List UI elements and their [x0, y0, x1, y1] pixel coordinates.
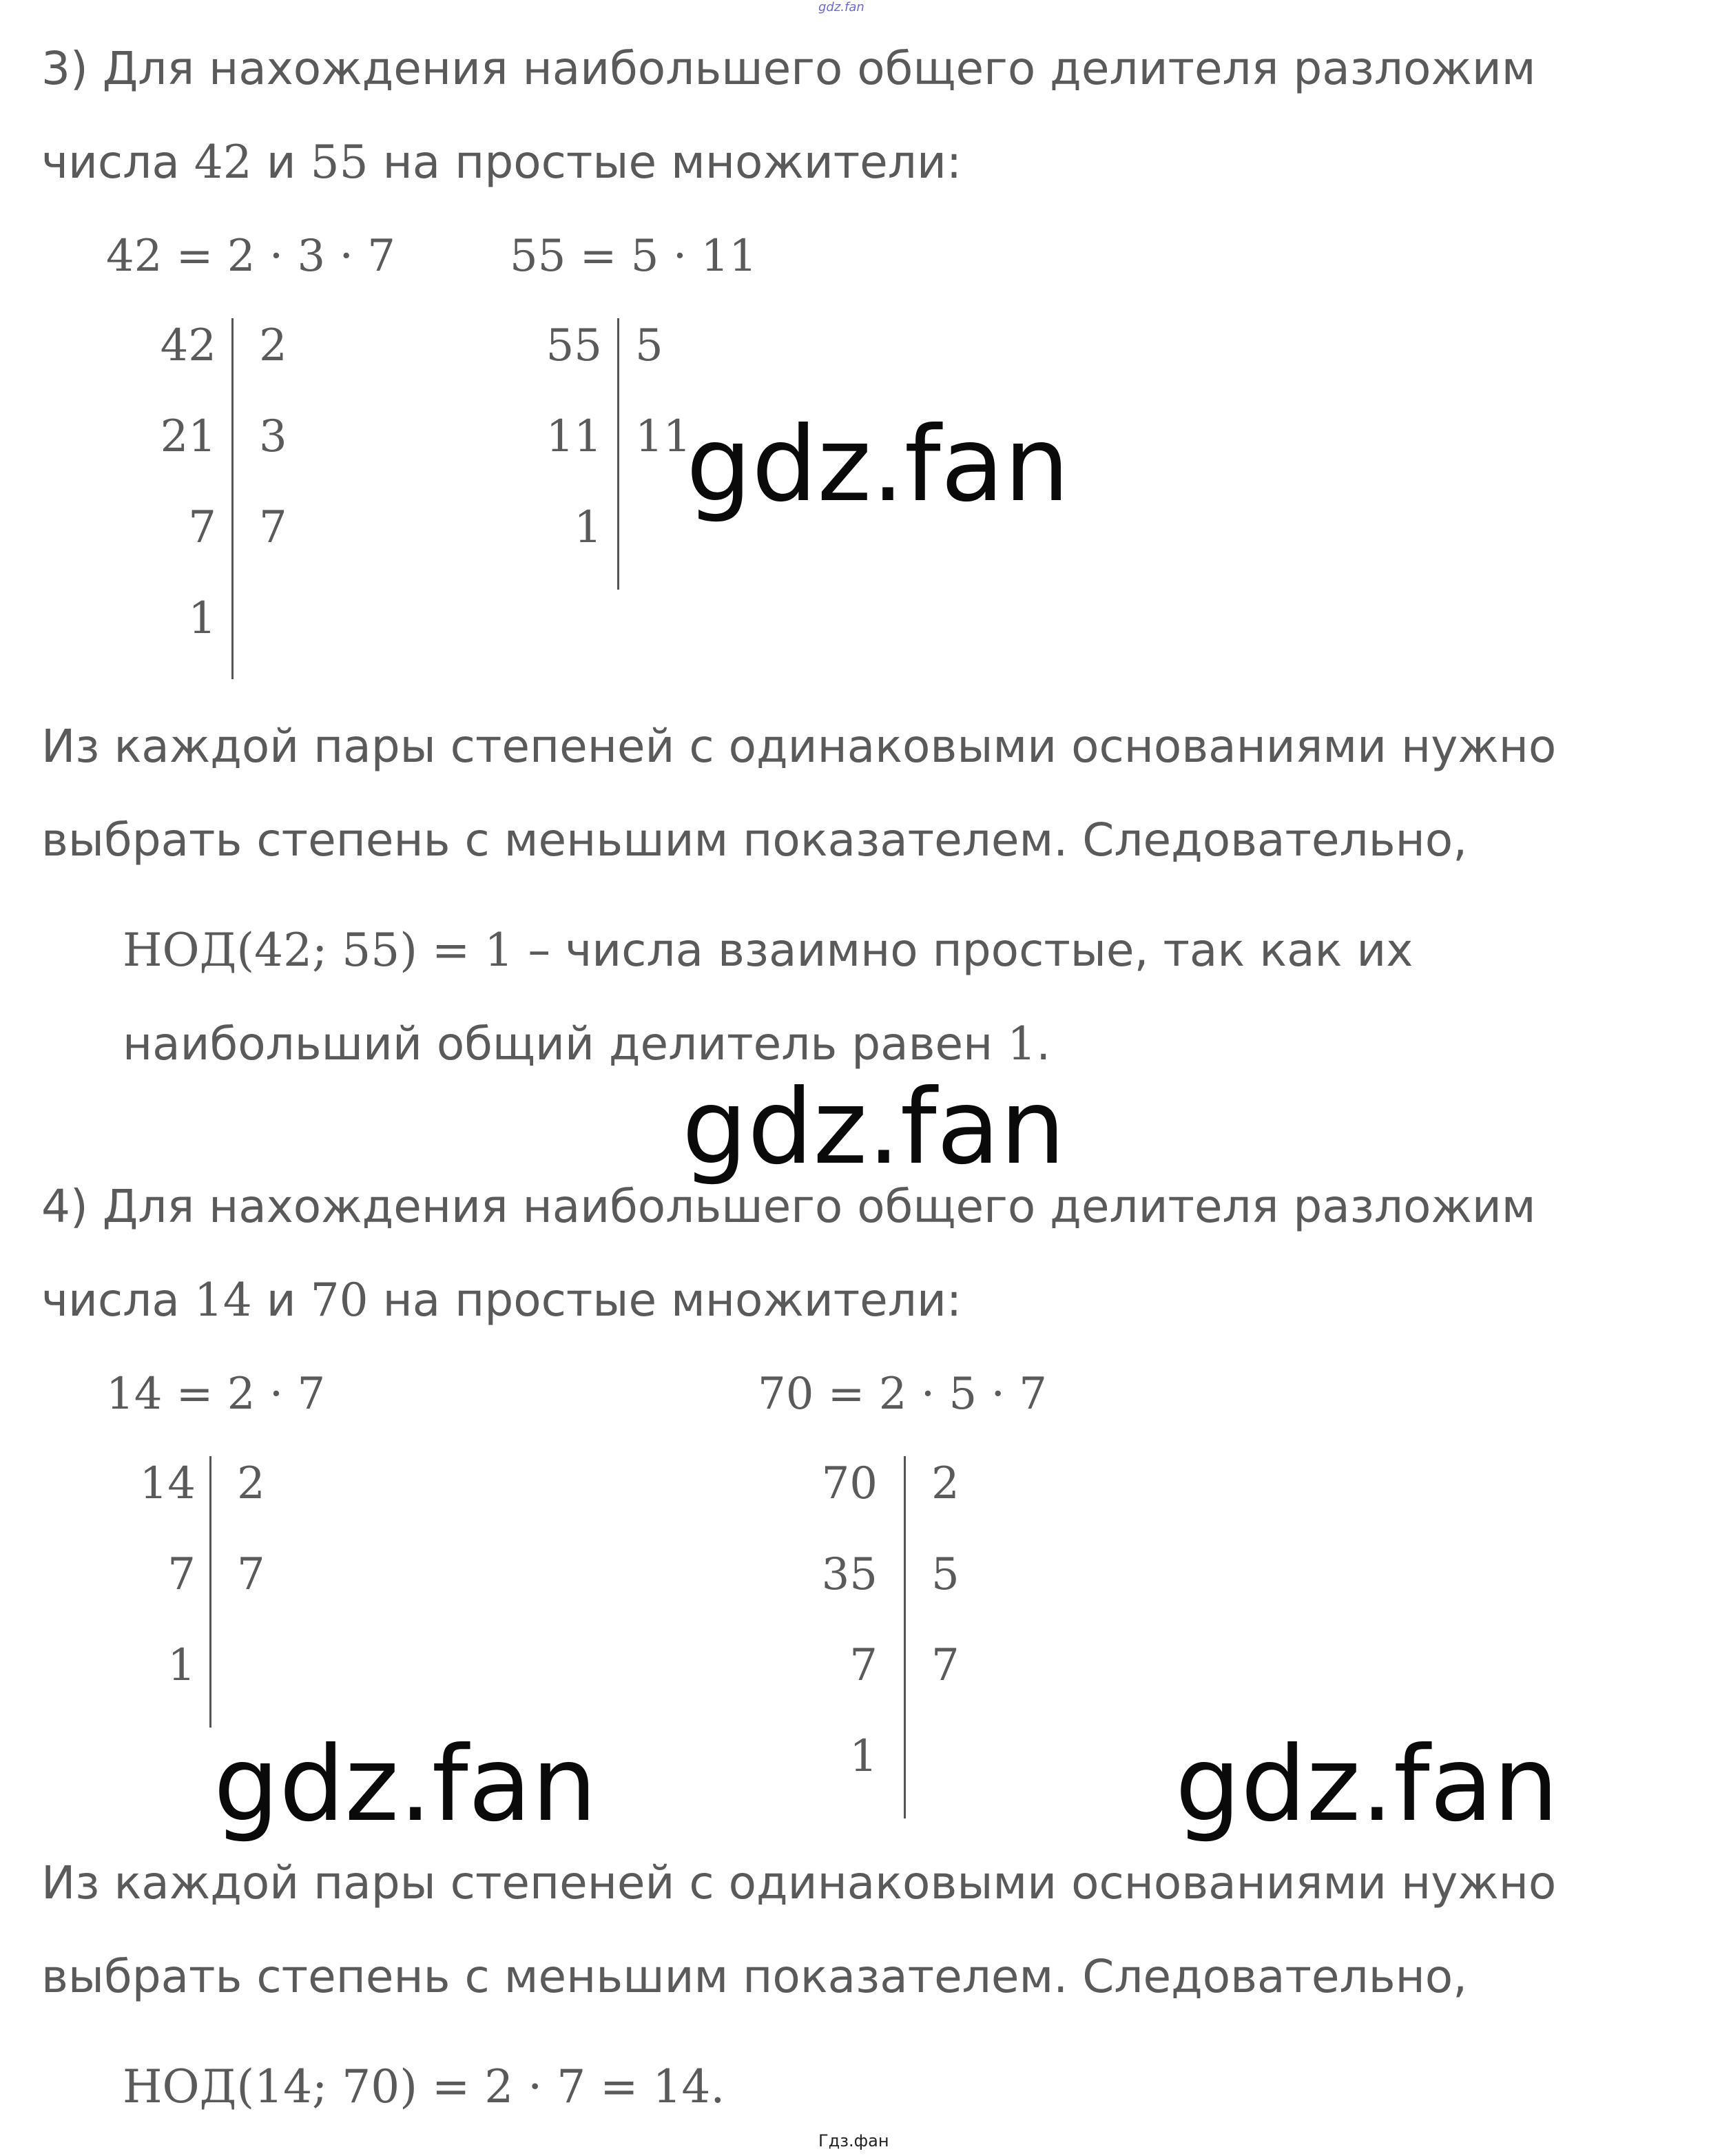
- watermark-logo: gdz.fan: [1175, 1725, 1559, 1845]
- dividend: 70: [821, 1458, 878, 1509]
- part4-number-b: 70: [310, 1274, 369, 1327]
- part4-rule-line1: Из каждой пары степеней с одинаковыми основаниями нужно: [41, 1856, 1557, 1909]
- part4-rule-line2: выбрать степень с меньшим показателем. Следовательно,: [41, 1950, 1468, 2003]
- dividend: 1: [188, 593, 216, 644]
- part4-equation-b: 70 = 2 · 5 · 7: [758, 1369, 1047, 1420]
- dividend: 1: [849, 1731, 878, 1782]
- part3-result-text: – числа взаимно простые, так как их: [513, 924, 1413, 977]
- divisor: 5: [635, 320, 663, 371]
- part3-result-period: .: [1036, 1017, 1051, 1070]
- dividend: 1: [574, 502, 602, 553]
- divisor: 2: [259, 320, 287, 371]
- divisor: 7: [931, 1640, 960, 1691]
- part3-intro-prefix: числа: [41, 136, 194, 189]
- part3-result-line1: [123, 923, 1413, 978]
- part3-gcd-expression: НОД(42; 55) = 1: [123, 924, 514, 977]
- division-bar: [231, 318, 234, 679]
- part3-intro-line1: 3) Для нахождения наибольшего общего делителя разложим: [41, 42, 1536, 95]
- part3-result-line2-text: наибольший общий делитель равен: [123, 1017, 1008, 1070]
- part3-rule-line2: выбрать степень с меньшим показателем. Следовательно,: [41, 813, 1468, 867]
- part3-number-a: 42: [194, 136, 252, 189]
- divisor: 7: [237, 1549, 265, 1600]
- dividend-column: [510, 318, 602, 591]
- part4-intro-line2: [41, 1273, 962, 1328]
- part3-equation-a: 42 = 2 · 3 · 7: [106, 231, 395, 282]
- part3-intro-line2: [41, 135, 962, 190]
- dividend: 7: [167, 1549, 196, 1600]
- part4-intro-line1: 4) Для нахождения наибольшего общего делителя разложим: [41, 1180, 1536, 1233]
- part4-equation-a: 14 = 2 · 7: [106, 1369, 326, 1420]
- divisor: 11: [635, 411, 692, 462]
- divisor: 5: [931, 1549, 960, 1600]
- part3-intro-mid: и: [251, 136, 311, 189]
- part4-intro-suffix: на простые множители:: [368, 1274, 962, 1327]
- dividend: 11: [546, 411, 602, 462]
- watermark-logo: gdz.fan: [686, 405, 1070, 525]
- dividend: 35: [821, 1549, 878, 1600]
- part4-gcd-result: НОД(14; 70) = 2 · 7 = 14.: [123, 2060, 725, 2113]
- division-bar: [904, 1456, 906, 1818]
- dividend: 7: [188, 502, 216, 553]
- divisor: 2: [931, 1458, 960, 1509]
- dividend: 42: [160, 320, 216, 371]
- divisor: 7: [259, 502, 287, 553]
- dividend: 7: [849, 1640, 878, 1691]
- part3-result-line2: [123, 1017, 1050, 1072]
- footer-watermark: Гдз.фан: [818, 2131, 889, 2150]
- divisor-column: [237, 1456, 265, 1638]
- header-watermark: gdz.fan: [818, 0, 864, 14]
- part3-rule-line1: Из каждой пары степеней с одинаковыми основаниями нужно: [41, 720, 1557, 773]
- divisor-column: [635, 318, 691, 500]
- dividend: 14: [139, 1458, 196, 1509]
- divisor: 3: [259, 411, 287, 462]
- part3-result-number: 1: [1007, 1017, 1037, 1070]
- dividend-column: [103, 1456, 196, 1729]
- part4-intro-prefix: числа: [41, 1274, 194, 1327]
- watermark-logo: gdz.fan: [682, 1068, 1066, 1188]
- part3-intro-suffix: на простые множители:: [368, 136, 962, 189]
- dividend-column: [785, 1456, 878, 1820]
- dividend: 21: [160, 411, 216, 462]
- divisor-column: [931, 1456, 960, 1729]
- dividend: 1: [167, 1640, 196, 1691]
- part4-number-a: 14: [194, 1274, 252, 1327]
- divisor-column: [259, 318, 287, 591]
- part3-equation-b: 55 = 5 · 11: [510, 231, 757, 282]
- divisor: 2: [237, 1458, 265, 1509]
- watermark-logo: gdz.fan: [214, 1725, 597, 1845]
- division-bar: [617, 318, 619, 590]
- dividend: 55: [546, 320, 602, 371]
- dividend-column: [124, 318, 216, 682]
- part4-intro-mid: и: [251, 1274, 311, 1327]
- part3-number-b: 55: [310, 136, 369, 189]
- division-bar: [209, 1456, 211, 1728]
